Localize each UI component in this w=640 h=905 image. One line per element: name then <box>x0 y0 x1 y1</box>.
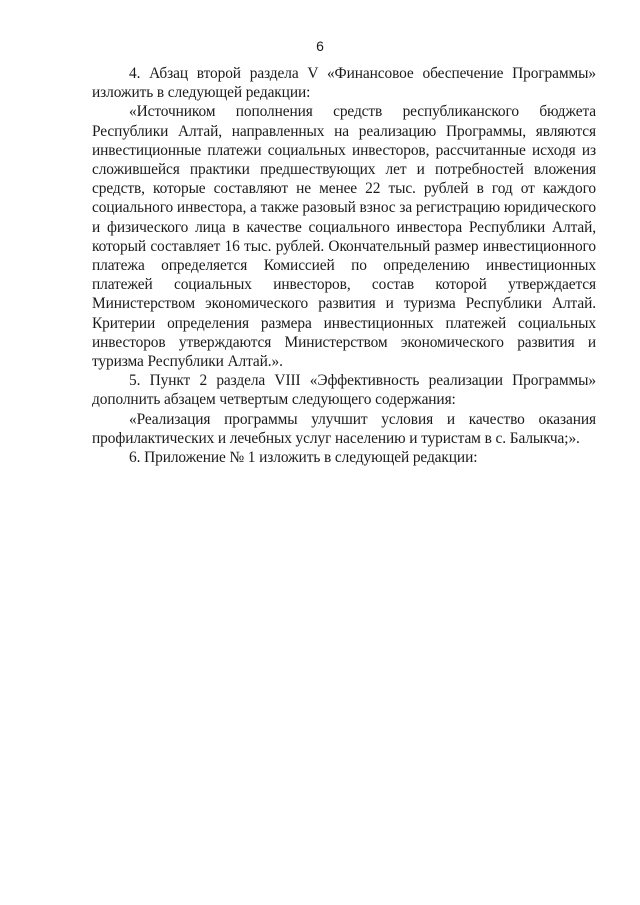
page-number: 6 <box>316 38 324 54</box>
paragraph-item-5: 5. Пункт 2 раздела VIII «Эффективность реализации Программы» дополнить абзацем четвертым следующего содержания: <box>92 372 596 409</box>
paragraph-program-effect: «Реализация программы улучшит условия и качество оказания профилактических и лечебных услуг населению и туристам в с. Балыкча;». <box>92 410 596 447</box>
paragraph-funding-sources: «Источником пополнения средств республиканского бюджета Республики Алтай, направленных на реализацию Программы, являются инвестиционные платежи социальных инвесторов, рассчитанные исходя из сложившейся практики предшествующих лет и потребностей вложения средств, которые составляют не менее 22 тыс. рублей в год от каждого социального инвестора, а также разовый взнос за регистрацию юридического и физического лица в качестве социального инвестора Республики Алтай, который составляет 16 тыс. рублей. Окончательный размер инвестиционного платежа определяется Комиссией по определению инвестиционных платежей социальных инвесторов, состав которой утверждается Министерством экономического развития и туризма Республики Алтай. Критерии определения размера инвестиционных платежей социальных инвесторов утверждаются Министерством экономического развития и туризма Республики Алтай.». <box>92 103 596 371</box>
document-body <box>92 64 596 467</box>
paragraph-item-6: 6. Приложение № 1 изложить в следующей редакции: <box>129 449 478 467</box>
paragraph-item-4: 4. Абзац второй раздела V «Финансовое обеспечение Программы» изложить в следующей редакции: <box>92 65 596 102</box>
